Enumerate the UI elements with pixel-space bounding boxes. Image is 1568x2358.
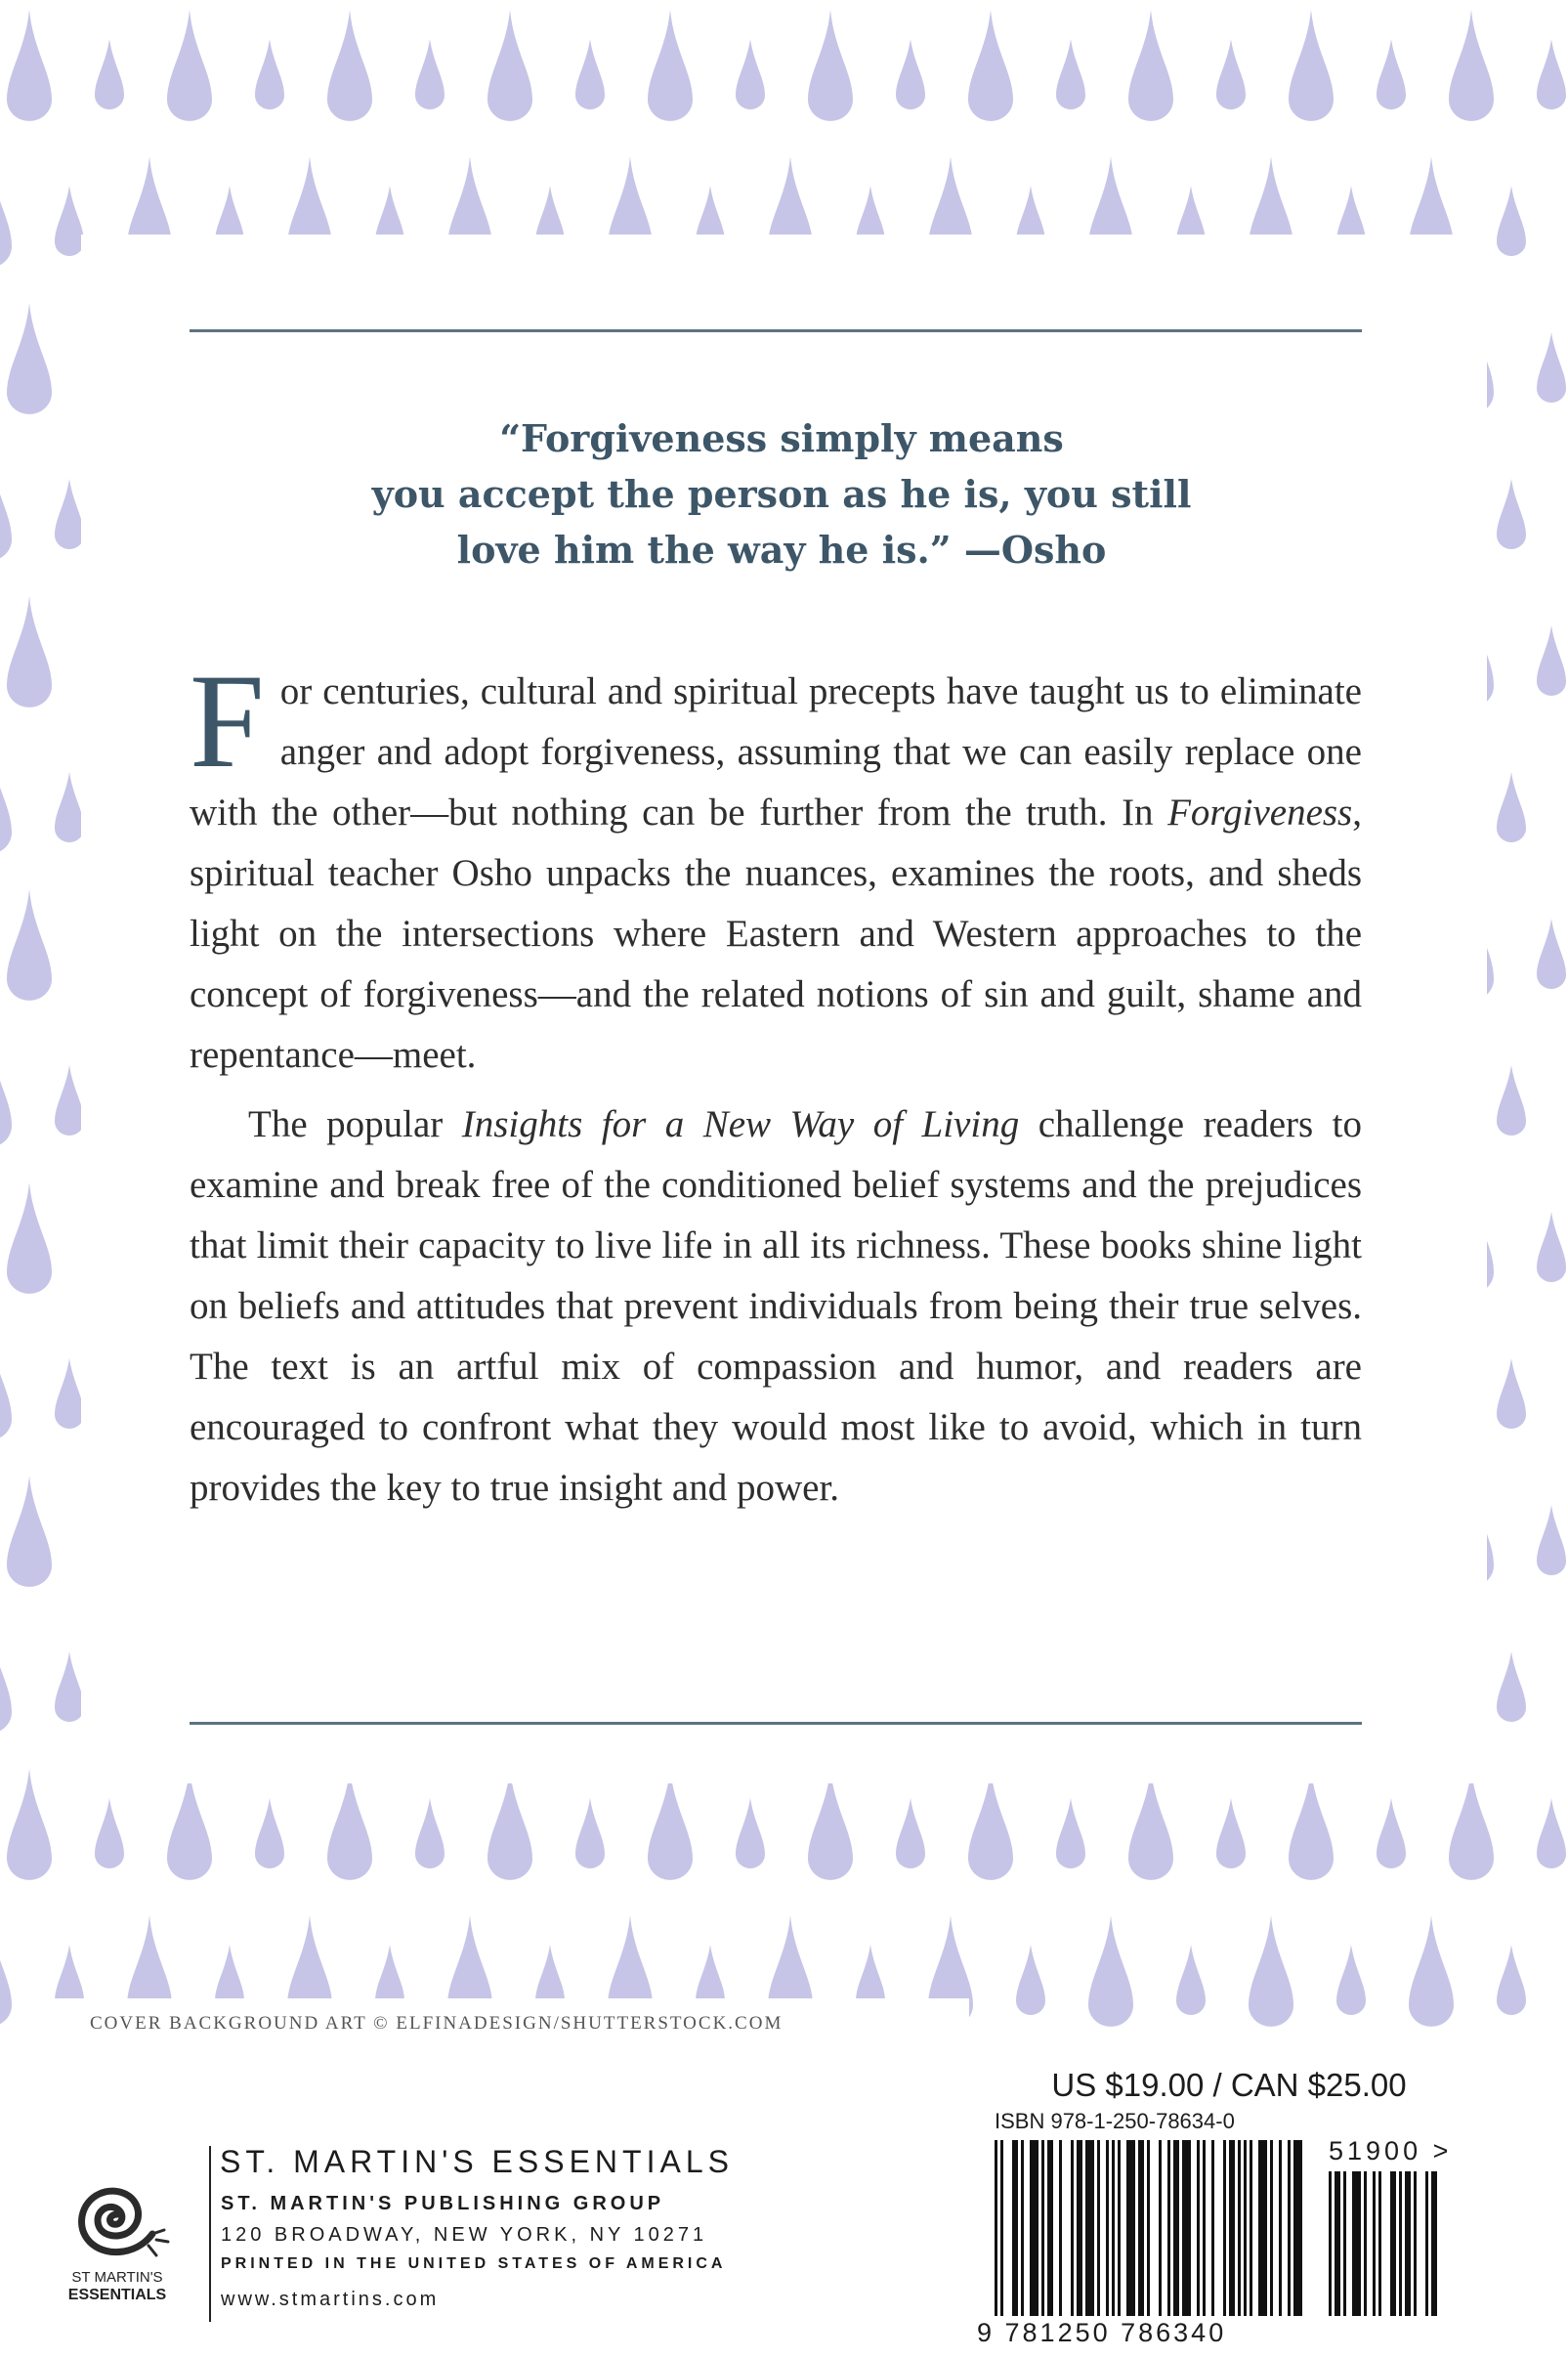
barcode-bar xyxy=(1021,2140,1024,2316)
publisher-divider xyxy=(209,2146,211,2322)
ean-number: 9 781250 786340 xyxy=(977,2318,1227,2347)
barcode-bar xyxy=(1118,2140,1121,2316)
teardrop-shape xyxy=(487,1769,532,1880)
barcode-bar xyxy=(1059,2140,1062,2316)
barcode-bar xyxy=(1197,2140,1200,2316)
teardrop-shape xyxy=(1289,10,1334,121)
barcode-bar xyxy=(1293,2140,1302,2316)
barcode-bar xyxy=(1138,2140,1144,2316)
barcode-bar xyxy=(1097,2140,1100,2316)
publisher-address: 120 BROADWAY, NEW YORK, NY 10271 xyxy=(221,2224,708,2246)
barcode-bar xyxy=(1229,2140,1235,2316)
quote-line-1: “Forgiveness simply means xyxy=(499,416,1064,460)
barcode-bar xyxy=(1167,2140,1170,2316)
barcode-bar xyxy=(1159,2140,1162,2316)
barcode-bar xyxy=(1041,2140,1044,2316)
teardrop-shape xyxy=(327,10,372,121)
teardrop-shape xyxy=(1377,1798,1406,1868)
cover-art-credit: COVER BACKGROUND ART © ELFINADESIGN/SHUTTERSTOCK.COM xyxy=(47,1998,969,2049)
teardrop-shape xyxy=(1537,1212,1566,1282)
teardrop-shape xyxy=(415,39,445,109)
teardrop-shape xyxy=(1409,1915,1454,2027)
barcode-bar xyxy=(1126,2140,1135,2316)
barcode-bar xyxy=(1373,2171,1376,2316)
barcode-bar xyxy=(1223,2140,1226,2316)
teardrop-shape xyxy=(1289,1769,1334,1880)
teardrop-shape xyxy=(1449,10,1494,121)
barcode-bar xyxy=(1077,2140,1082,2316)
teardrop-shape xyxy=(1056,1798,1085,1868)
barcode-bar xyxy=(1258,2140,1267,2316)
teardrop-shape xyxy=(55,1358,84,1429)
teardrop-shape xyxy=(1537,625,1566,696)
pull-quote xyxy=(156,410,1407,578)
barcode-bar xyxy=(1012,2140,1018,2316)
printed-in: PRINTED IN THE UNITED STATES OF AMERICA xyxy=(221,2255,727,2272)
barcode-bar xyxy=(1147,2140,1150,2316)
teardrop-shape xyxy=(255,1798,284,1868)
teardrop-shape xyxy=(0,1329,12,1440)
teardrop-shape xyxy=(1537,919,1566,989)
barcode-bar xyxy=(1288,2140,1291,2316)
teardrop-shape xyxy=(1497,772,1526,842)
barcode-bar xyxy=(1211,2140,1214,2316)
barcode-bar xyxy=(1364,2171,1367,2316)
barcode-bar xyxy=(1399,2171,1402,2316)
barcode-bar xyxy=(1112,2140,1115,2316)
barcode-bar xyxy=(1352,2171,1361,2316)
teardrop-shape xyxy=(7,889,52,1001)
barcode-bar xyxy=(1390,2171,1396,2316)
teardrop-shape xyxy=(1088,1915,1133,2027)
teardrop-shape xyxy=(167,1769,212,1880)
teardrop-shape xyxy=(7,1182,52,1294)
barcode-bar xyxy=(1047,2140,1053,2316)
publisher-website: www.stmartins.com xyxy=(221,2289,440,2310)
barcode-bar xyxy=(995,2140,997,2316)
teardrop-shape xyxy=(0,743,12,854)
teardrop-shape xyxy=(167,10,212,121)
teardrop-shape xyxy=(1497,1945,1526,2015)
teardrop-shape xyxy=(1537,1798,1566,1868)
ean-barcode-icon xyxy=(995,2140,1309,2316)
teardrop-shape xyxy=(55,479,84,549)
teardrop-shape xyxy=(255,39,284,109)
teardrop-shape xyxy=(1497,1065,1526,1136)
teardrop-shape xyxy=(1016,1945,1045,2015)
teardrop-shape xyxy=(0,1622,12,1734)
teardrop-shape xyxy=(7,303,52,414)
teardrop-shape xyxy=(7,1769,52,1880)
teardrop-shape xyxy=(487,10,532,121)
series-title: Insights for a New Way of Living xyxy=(461,1103,1020,1145)
teardrop-shape xyxy=(0,1915,12,2027)
teardrop-shape xyxy=(1537,39,1566,109)
teardrop-shape xyxy=(736,1798,765,1868)
teardrop-shape xyxy=(1056,39,1085,109)
teardrop-shape xyxy=(1449,1769,1494,1880)
barcode-bar xyxy=(1335,2171,1340,2316)
teardrop-shape xyxy=(1128,1769,1173,1880)
description-paragraph-2: The popular Insights for a New Way of Living challenge readers to examine and break free of the conditioned belief systems and the prejudices that limit their capacity to live life in all its richness. These books shine light on beliefs and attitudes that prevent individuals from being their true selves. The text is an artful mix of compassion and humor, and readers are encouraged to confront what they would most like to avoid, which in turn provides the key to true insight and power. xyxy=(190,1103,1362,1509)
teardrop-shape xyxy=(1176,1945,1206,2015)
teardrop-shape xyxy=(95,1798,124,1868)
teardrop-shape xyxy=(808,10,853,121)
teardrop-shape xyxy=(55,186,84,256)
addon-barcode-icon xyxy=(1329,2171,1452,2316)
barcode-bar xyxy=(1270,2140,1273,2316)
teardrop-shape xyxy=(1377,39,1406,109)
barcode-bar xyxy=(1173,2140,1179,2316)
teardrop-shape xyxy=(1497,479,1526,549)
barcode-addon-number: 51900 > xyxy=(1329,2136,1453,2165)
teardrop-shape xyxy=(575,39,605,109)
quote-line-3: love him the way he is.” —Osho xyxy=(456,528,1107,572)
teardrop-shape xyxy=(55,1065,84,1136)
bottom-divider xyxy=(190,1722,1362,1725)
teardrop-shape xyxy=(1336,1945,1366,2015)
barcode-bar xyxy=(1030,2140,1038,2316)
teardrop-shape xyxy=(896,39,925,109)
teardrop-shape xyxy=(0,156,12,268)
teardrop-shape xyxy=(648,1769,693,1880)
barcode-bar xyxy=(1405,2171,1411,2316)
barcode-bar xyxy=(1378,2171,1381,2316)
quote-line-2: you accept the person as he is, you still xyxy=(371,472,1192,516)
barcode-bar xyxy=(1425,2171,1428,2316)
barcode-bar xyxy=(1106,2140,1109,2316)
isbn-number: ISBN 978-1-250-78634-0 xyxy=(995,2109,1235,2133)
barcode-bar xyxy=(1203,2140,1206,2316)
teardrop-shape xyxy=(968,10,1013,121)
barcode-bar xyxy=(1071,2140,1074,2316)
teardrop-shape xyxy=(1128,10,1173,121)
teardrop-shape xyxy=(327,1769,372,1880)
teardrop-shape xyxy=(968,1769,1013,1880)
barcode-bar xyxy=(1000,2140,1003,2316)
teardrop-shape xyxy=(808,1769,853,1880)
barcode-bar xyxy=(1085,2140,1094,2316)
teardrop-shape xyxy=(896,1798,925,1868)
teardrop-shape xyxy=(736,39,765,109)
teardrop-shape xyxy=(1216,1798,1246,1868)
teardrop-shape xyxy=(1497,186,1526,256)
teardrop-shape xyxy=(1537,332,1566,403)
drop-cap: F xyxy=(190,646,265,795)
barcode-bar xyxy=(1238,2140,1241,2316)
teardrop-shape xyxy=(7,596,52,707)
barcode-bar xyxy=(1343,2171,1346,2316)
teardrop-shape xyxy=(0,1036,12,1147)
imprint-name: ST. MARTIN'S ESSENTIALS xyxy=(220,2144,734,2179)
teardrop-shape xyxy=(1537,1505,1566,1575)
teardrop-shape xyxy=(1497,1651,1526,1722)
publishing-group: ST. MARTIN'S PUBLISHING GROUP xyxy=(221,2193,665,2214)
barcode-bar xyxy=(1182,2140,1191,2316)
teardrop-shape xyxy=(0,450,12,561)
teardrop-shape xyxy=(7,10,52,121)
teardrop-shape xyxy=(7,1476,52,1587)
barcode-bar xyxy=(1279,2140,1282,2316)
teardrop-shape xyxy=(55,772,84,842)
barcode-bar xyxy=(1329,2171,1332,2316)
teardrop-shape xyxy=(1497,1358,1526,1429)
logo-wordmark xyxy=(39,2269,195,2304)
top-divider xyxy=(190,329,1362,332)
teardrop-shape xyxy=(55,1651,84,1722)
teardrop-shape xyxy=(95,39,124,109)
barcode-bar xyxy=(1414,2171,1417,2316)
barcode-bar xyxy=(1244,2140,1247,2316)
barcode-bar xyxy=(1250,2140,1252,2316)
book-title: Forgiveness xyxy=(1167,792,1353,834)
teardrop-shape xyxy=(415,1798,445,1868)
barcode-bar xyxy=(1431,2171,1437,2316)
logo-line-2: ESSENTIALS xyxy=(67,2287,167,2303)
price-label: US $19.00 / CAN $25.00 xyxy=(985,2056,1473,2115)
teardrop-shape xyxy=(1249,1915,1293,2027)
description-paragraph-1: For centuries, cultural and spiritual precepts have taught us to eliminate anger and adopt forgiveness, assuming that we can easily replace one with the other—but nothing can be further from the truth. In Forgiveness, spiritual teacher Osho unpacks the nuances, examines the roots, and sheds light on the intersections where Eastern and Western approaches to the concept of forgiveness—and the related notions of sin and guilt, shame and repentance—meet. xyxy=(190,646,1362,1076)
teardrop-shape xyxy=(1216,39,1246,109)
teardrop-shape xyxy=(648,10,693,121)
book-description xyxy=(190,646,1362,1519)
logo-line-1: ST MARTIN'S xyxy=(71,2269,163,2286)
teardrop-shape xyxy=(575,1798,605,1868)
